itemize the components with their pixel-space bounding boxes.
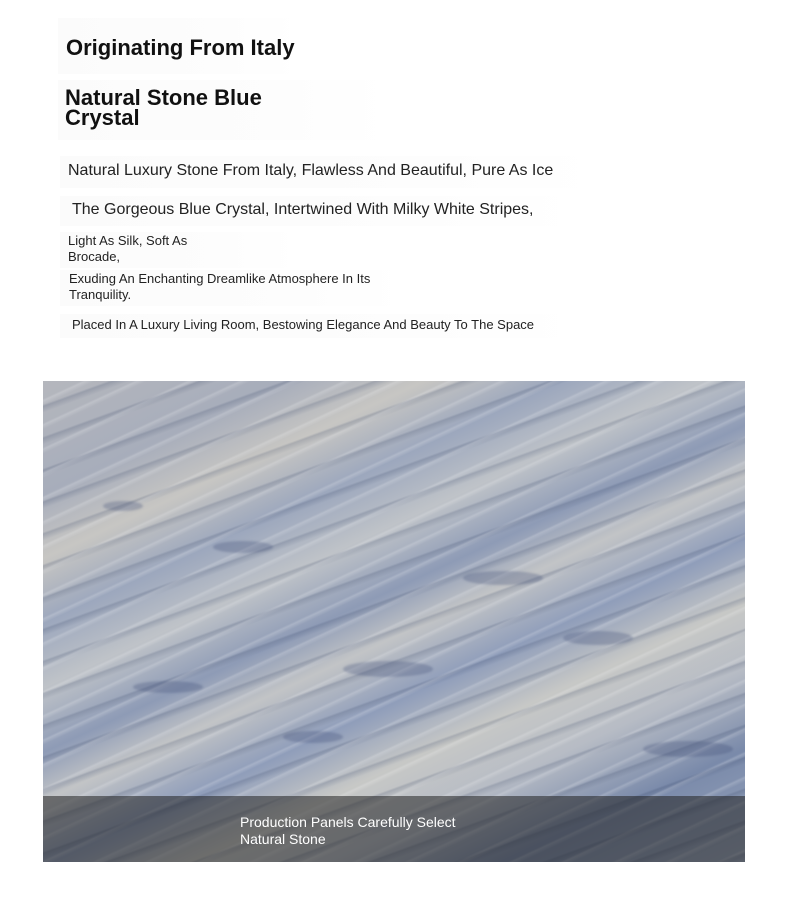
description-line-3-text: Light As Silk, Soft As Brocade,	[68, 233, 188, 264]
page-title: Originating From Italy	[58, 18, 300, 74]
stone-texture	[463, 571, 543, 585]
image-caption: Production Panels Carefully Select Natural Stone	[240, 814, 456, 847]
description-line-4-text: Exuding An Enchanting Dreamlike Atmosphere In Its Tranquility.	[69, 271, 371, 302]
description-line-2: The Gorgeous Blue Crystal, Intertwined With Milky White Stripes,	[60, 196, 580, 226]
stone-texture	[213, 541, 273, 553]
stone-texture	[563, 631, 633, 645]
description-line-3	[60, 232, 298, 268]
blue-crystal-stone-image	[43, 381, 745, 862]
stone-texture	[133, 681, 203, 693]
stone-texture	[343, 661, 433, 677]
caption-bar	[43, 796, 745, 862]
stone-texture	[283, 731, 343, 743]
stone-texture	[643, 741, 733, 757]
description-line-4	[60, 270, 405, 306]
page-subtitle	[58, 80, 388, 140]
page-subtitle-text: Natural Stone Blue Crystal	[65, 85, 262, 130]
description-line-1: Natural Luxury Stone From Italy, Flawless And Beautiful, Pure As Ice	[60, 156, 600, 188]
stone-texture	[103, 501, 143, 511]
description-line-5: Placed In A Luxury Living Room, Bestowing Elegance And Beauty To The Space	[60, 314, 580, 338]
